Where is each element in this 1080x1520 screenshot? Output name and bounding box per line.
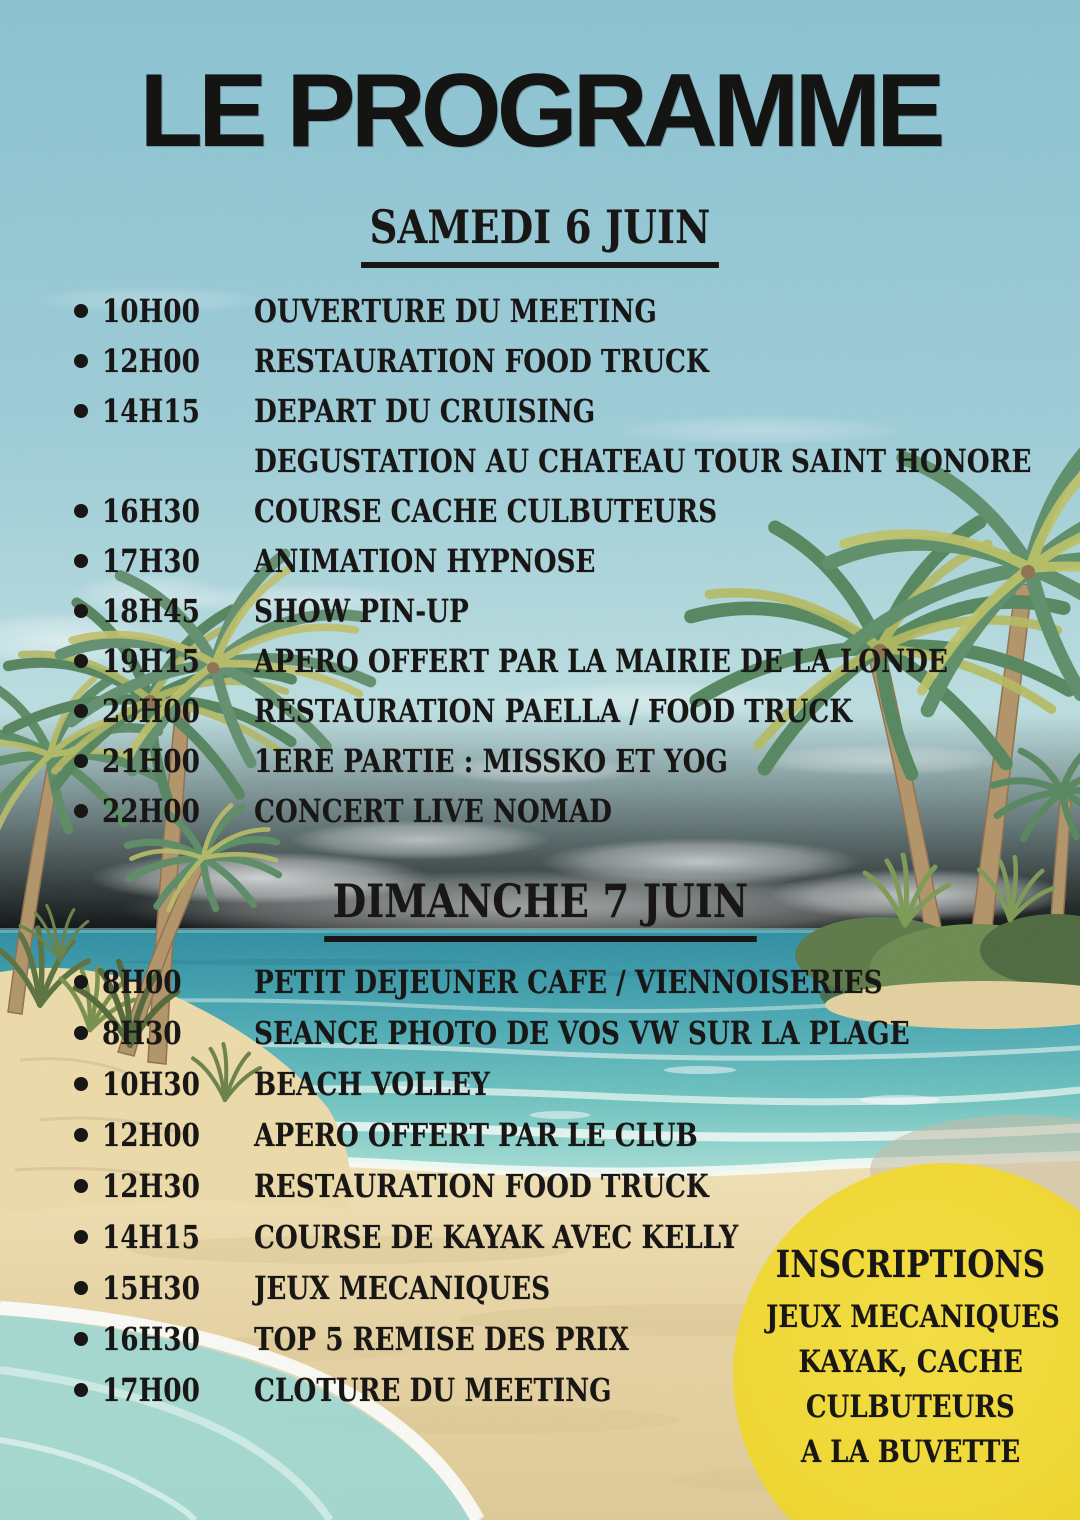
event-time: 16H30 bbox=[102, 492, 200, 530]
bullet-icon bbox=[74, 1230, 88, 1244]
event-time: 14H15 bbox=[102, 1217, 200, 1256]
event-time: 10H00 bbox=[102, 292, 200, 330]
event-time: 12H30 bbox=[102, 1166, 200, 1205]
saturday-schedule-list bbox=[0, 286, 1080, 836]
bullet-icon bbox=[74, 604, 88, 618]
page-title-text: LE PROGRAMME bbox=[139, 53, 941, 169]
schedule-row bbox=[0, 956, 1080, 1007]
schedule-row bbox=[0, 1007, 1080, 1058]
day-heading-saturday bbox=[0, 200, 1080, 268]
bullet-icon bbox=[74, 504, 88, 518]
event-time: 16H30 bbox=[102, 1319, 200, 1358]
event-label: COURSE DE KAYAK AVEC KELLY bbox=[254, 1217, 739, 1256]
event-label: APERO OFFERT PAR LE CLUB bbox=[254, 1115, 698, 1154]
event-label: SHOW PIN-UP bbox=[254, 592, 469, 630]
bullet-icon bbox=[74, 404, 88, 418]
schedule-row bbox=[0, 1160, 1080, 1211]
schedule-row bbox=[0, 386, 1080, 436]
bullet-icon bbox=[74, 704, 88, 718]
event-time: 10H30 bbox=[102, 1064, 200, 1103]
event-label: PETIT DEJEUNER CAFE / VIENNOISERIES bbox=[254, 962, 883, 1001]
event-time: 14H15 bbox=[102, 392, 200, 430]
schedule-row bbox=[0, 1109, 1080, 1160]
schedule-row bbox=[0, 736, 1080, 786]
event-label: DEGUSTATION AU CHATEAU TOUR SAINT HONORE bbox=[254, 442, 1032, 480]
event-label: APERO OFFERT PAR LA MAIRIE DE LA LONDE bbox=[254, 642, 948, 680]
day-heading-saturday-text: SAMEDI 6 JUIN bbox=[361, 200, 719, 268]
bullet-icon bbox=[74, 1281, 88, 1295]
bullet-icon bbox=[74, 1077, 88, 1091]
bullet-icon bbox=[74, 654, 88, 668]
event-time: 20H00 bbox=[102, 692, 200, 730]
event-label: RESTAURATION FOOD TRUCK bbox=[254, 1166, 709, 1205]
event-label: RESTAURATION FOOD TRUCK bbox=[254, 342, 709, 380]
event-label: RESTAURATION PAELLA / FOOD TRUCK bbox=[254, 692, 853, 730]
bullet-icon bbox=[74, 1383, 88, 1397]
day-heading-sunday-text: DIMANCHE 7 JUIN bbox=[324, 874, 756, 942]
event-label: CONCERT LIVE NOMAD bbox=[254, 792, 612, 830]
inscriptions-line: A LA BUVETTE bbox=[800, 1434, 1021, 1470]
bullet-icon bbox=[74, 1128, 88, 1142]
schedule-row bbox=[0, 686, 1080, 736]
event-label: DEPART DU CRUISING bbox=[254, 392, 596, 430]
schedule-row bbox=[0, 336, 1080, 386]
inscriptions-title: INSCRIPTIONS bbox=[775, 1242, 1046, 1286]
event-time: 17H30 bbox=[102, 542, 200, 580]
page-title bbox=[0, 52, 1080, 171]
schedule-row bbox=[0, 536, 1080, 586]
inscriptions-line: CULBUTEURS bbox=[806, 1389, 1015, 1425]
inscriptions-line: JEUX MECANIQUES bbox=[765, 1299, 1060, 1335]
bullet-icon bbox=[74, 1332, 88, 1346]
event-label: OUVERTURE DU MEETING bbox=[254, 292, 657, 330]
event-label: BEACH VOLLEY bbox=[254, 1064, 490, 1103]
bullet-icon bbox=[74, 1179, 88, 1193]
event-label: COURSE CACHE CULBUTEURS bbox=[254, 492, 718, 530]
event-time: 22H00 bbox=[102, 792, 200, 830]
event-label: 1ERE PARTIE : MISSKO ET YOG bbox=[254, 742, 728, 780]
event-time: 8H00 bbox=[102, 962, 182, 1001]
event-label: ANIMATION HYPNOSE bbox=[254, 542, 596, 580]
bullet-icon bbox=[74, 354, 88, 368]
schedule-row bbox=[0, 1058, 1080, 1109]
event-label: CLOTURE DU MEETING bbox=[254, 1370, 612, 1409]
event-label: SEANCE PHOTO DE VOS VW SUR LA PLAGE bbox=[254, 1013, 910, 1052]
inscriptions-text-block bbox=[738, 1242, 1080, 1475]
schedule-row bbox=[0, 636, 1080, 686]
event-time: 12H00 bbox=[102, 1115, 200, 1154]
schedule-row bbox=[0, 486, 1080, 536]
bullet-icon bbox=[74, 1026, 88, 1040]
event-time: 19H15 bbox=[102, 642, 200, 680]
event-time: 15H30 bbox=[102, 1268, 200, 1307]
schedule-row bbox=[0, 786, 1080, 836]
event-time: 8H30 bbox=[102, 1013, 182, 1052]
bullet-icon bbox=[74, 975, 88, 989]
bullet-icon bbox=[74, 754, 88, 768]
event-time: 17H00 bbox=[102, 1370, 200, 1409]
schedule-row bbox=[0, 436, 1080, 486]
event-time: 18H45 bbox=[102, 592, 200, 630]
schedule-row bbox=[0, 286, 1080, 336]
event-label: TOP 5 REMISE DES PRIX bbox=[254, 1319, 629, 1358]
event-time: 12H00 bbox=[102, 342, 200, 380]
bullet-icon bbox=[74, 304, 88, 318]
day-heading-sunday bbox=[0, 874, 1080, 942]
bullet-icon bbox=[74, 554, 88, 568]
event-time: 21H00 bbox=[102, 742, 200, 780]
event-label: JEUX MECANIQUES bbox=[254, 1268, 551, 1307]
schedule-row bbox=[0, 586, 1080, 636]
bullet-icon bbox=[74, 804, 88, 818]
inscriptions-line: KAYAK, CACHE bbox=[798, 1344, 1023, 1380]
